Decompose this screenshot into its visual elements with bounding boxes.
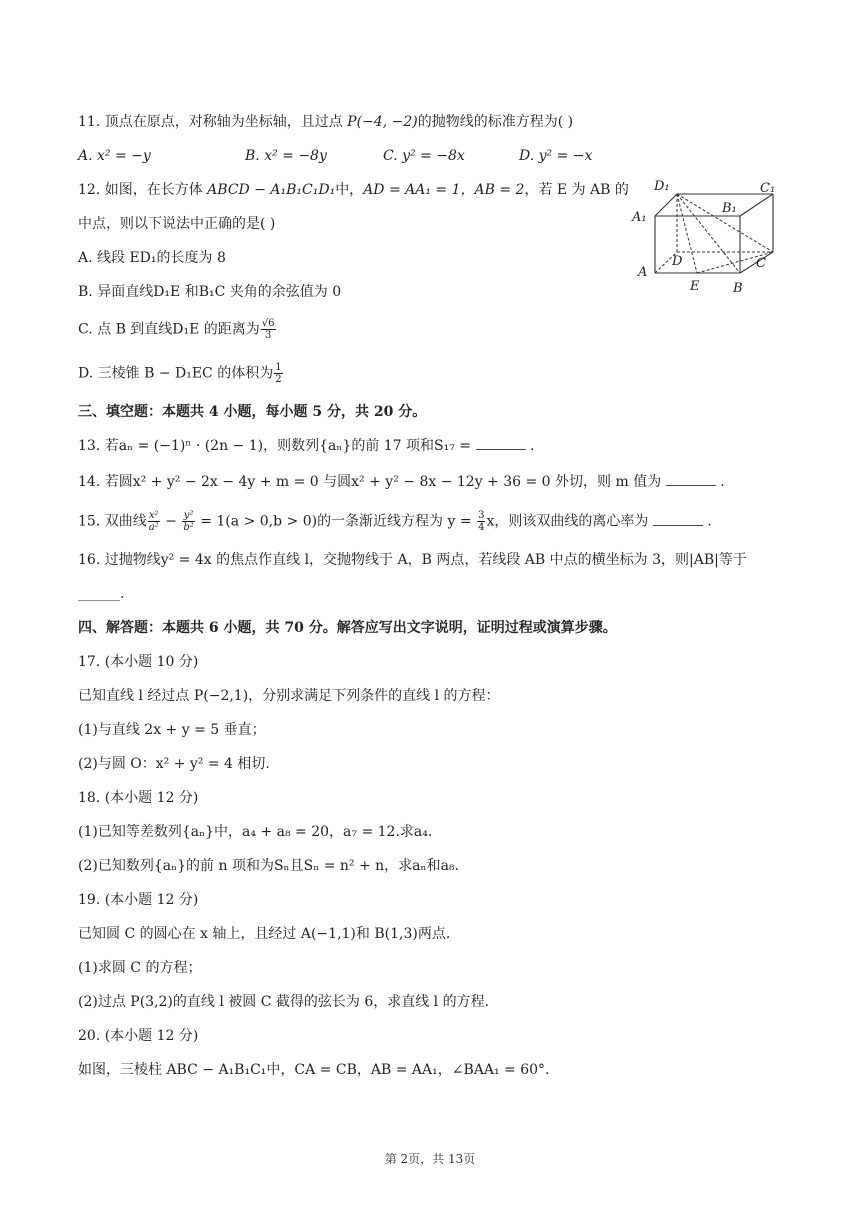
label-a1: A₁ xyxy=(632,210,647,225)
q12-option-d-fraction xyxy=(274,362,282,385)
q15-mid: = 1(a > 0,b > 0)的一条渐近线方程为 y = xyxy=(195,513,477,530)
q15-pre: 15. 双曲线 xyxy=(78,513,147,530)
q14 xyxy=(78,472,725,492)
q12-option-d-numerator: 1 xyxy=(275,362,282,373)
label-c: C xyxy=(756,256,766,271)
q11-option-b: B. x² = −8y xyxy=(245,148,327,164)
section-3-heading: 三、填空题：本题共 4 小题，每小题 5 分，共 20 分。 xyxy=(78,404,427,420)
q19-stem: 已知圆 C 的圆心在 x 轴上，且经过 A(−1,1)和 B(1,3)两点. xyxy=(78,926,451,942)
q12-line1-math2: AD = AA₁ = 1，AB = 2 xyxy=(363,182,525,198)
q12-line1-pre: 12. 如图，在长方体 xyxy=(78,182,208,198)
q19-part2: (2)过点 P(3,2)的直线 l 被圆 C 截得的弦长为 6，求直线 l 的方程. xyxy=(78,994,490,1010)
q13-text: 13. 若aₙ = (−1)ⁿ · (2n − 1)，则数列{aₙ}的前 17 项和S₁₇ = xyxy=(78,438,472,454)
q12-option-c-fraction xyxy=(261,318,276,341)
q15-fraction-y-num: y² xyxy=(183,510,194,521)
q11-option-d: D. y² = −x xyxy=(519,148,593,164)
q13-end: . xyxy=(529,438,535,454)
q12-option-c-numerator: √6 xyxy=(261,318,275,329)
q15-post: x，则该双曲线的离心率为 xyxy=(486,513,649,530)
q18-part2: (2)已知数列{aₙ}的前 n 项和为Sₙ且Sₙ = n² + n，求aₙ和a₈. xyxy=(78,858,459,874)
q15-fraction-y xyxy=(182,510,194,533)
q12-option-a: A. 线段 ED₁的长度为 8 xyxy=(78,250,226,266)
q15-fraction-x xyxy=(148,510,160,533)
q13 xyxy=(78,436,534,456)
q11-stem xyxy=(78,112,573,132)
q14-text: 14. 若圆x² + y² − 2x − 4y + m = 0 与圆x² + y² − 8x − 12y + 36 = 0 外切，则 m 值为 xyxy=(78,474,662,490)
q11-point: P(−4, −2) xyxy=(347,114,418,130)
q11-option-c: C. y² = −8x xyxy=(383,148,465,164)
cuboid-figure xyxy=(630,176,780,300)
q15-fraction-x-num: x² xyxy=(148,510,159,521)
q20-title: 20. (本小题 12 分) xyxy=(78,1028,199,1044)
q12-option-b: B. 异面直线D₁E 和B₁C 夹角的余弦值为 0 xyxy=(78,284,342,300)
q11-option-a: A. x² = −y xyxy=(78,148,151,164)
q11-stem-post: 的抛物线的标准方程为( ) xyxy=(417,114,574,130)
edge-a1-d1 xyxy=(655,194,677,216)
q15-end: . xyxy=(707,513,712,530)
label-b1: B₁ xyxy=(722,201,737,216)
q16-line2[interactable]: ______. xyxy=(78,586,125,602)
q18-part1: (1)已知等差数列{aₙ}中，a₄ + a₈ = 20，a₇ = 12.求a₄. xyxy=(78,824,433,840)
q17-stem: 已知直线 l 经过点 P(−2,1)，分别求满足下列条件的直线 l 的方程： xyxy=(78,688,500,704)
q13-answer-blank[interactable] xyxy=(476,437,526,450)
q19-title: 19. (本小题 12 分) xyxy=(78,892,199,908)
q15-fraction-slope-num: 3 xyxy=(478,510,485,521)
q12-option-c xyxy=(78,318,277,341)
section-4-heading: 四、解答题：本题共 6 小题，共 70 分。解答应写出文字说明，证明过程或演算步骤。 xyxy=(78,620,617,636)
q12-option-c-denominator: 3 xyxy=(264,330,272,341)
q12-option-d xyxy=(78,362,284,385)
label-b: B xyxy=(733,281,743,296)
q12-option-d-denominator: 2 xyxy=(275,374,282,385)
q15-fraction-y-den: b² xyxy=(183,522,194,533)
label-a: A xyxy=(638,265,648,280)
q17-part1: (1)与直线 2x + y = 5 垂直； xyxy=(78,722,266,738)
q14-answer-blank[interactable] xyxy=(666,473,716,486)
q12-line1-post: ，若 E 为 AB 的 xyxy=(524,182,629,198)
q18-title: 18. (本小题 12 分) xyxy=(78,790,199,806)
edge-b1-c1 xyxy=(740,194,773,216)
page-footer: 第 2页，共 13页 xyxy=(384,1152,476,1166)
label-d: D xyxy=(672,254,683,269)
q11-stem-pre: 11. 顶点在原点，对称轴为坐标轴，且过点 xyxy=(78,114,348,130)
q16-line1: 16. 过抛物线y² = 4x 的焦点作直线 l，交抛物线于 A，B 两点，若线段 AB 中点的横坐标为 3，则|AB|等于 xyxy=(78,552,747,568)
q15-answer-blank[interactable] xyxy=(653,513,703,526)
q15-minus: − xyxy=(160,513,182,530)
q15 xyxy=(78,510,712,533)
q12-line1-mid: 中， xyxy=(335,182,364,198)
q19-part1: (1)求圆 C 的方程； xyxy=(78,960,202,976)
q15-fraction-slope xyxy=(477,510,485,533)
q20-stem: 如图，三棱柱 ABC − A₁B₁C₁中，CA = CB，AB = AA₁，∠BAA₁ = 60°. xyxy=(78,1062,550,1078)
q12-line1 xyxy=(78,180,629,200)
label-c1: C₁ xyxy=(760,181,776,196)
q12-option-d-text: D. 三棱锥 B − D₁EC 的体积为 xyxy=(78,365,274,382)
q15-fraction-x-den: a² xyxy=(148,522,159,533)
q12-option-c-text: C. 点 B 到直线D₁E 的距离为 xyxy=(78,321,260,338)
label-d1: D₁ xyxy=(654,179,670,194)
q12-line2: 中点，则以下说法中正确的是( ) xyxy=(78,216,276,232)
q14-end: . xyxy=(720,474,725,490)
label-e: E xyxy=(690,279,700,294)
q17-part2: (2)与圆 O：x² + y² = 4 相切. xyxy=(78,756,270,772)
q15-fraction-slope-den: 4 xyxy=(478,522,485,533)
q12-line1-math: ABCD − A₁B₁C₁D₁ xyxy=(207,182,336,198)
q17-title: 17. (本小题 10 分) xyxy=(78,654,199,670)
